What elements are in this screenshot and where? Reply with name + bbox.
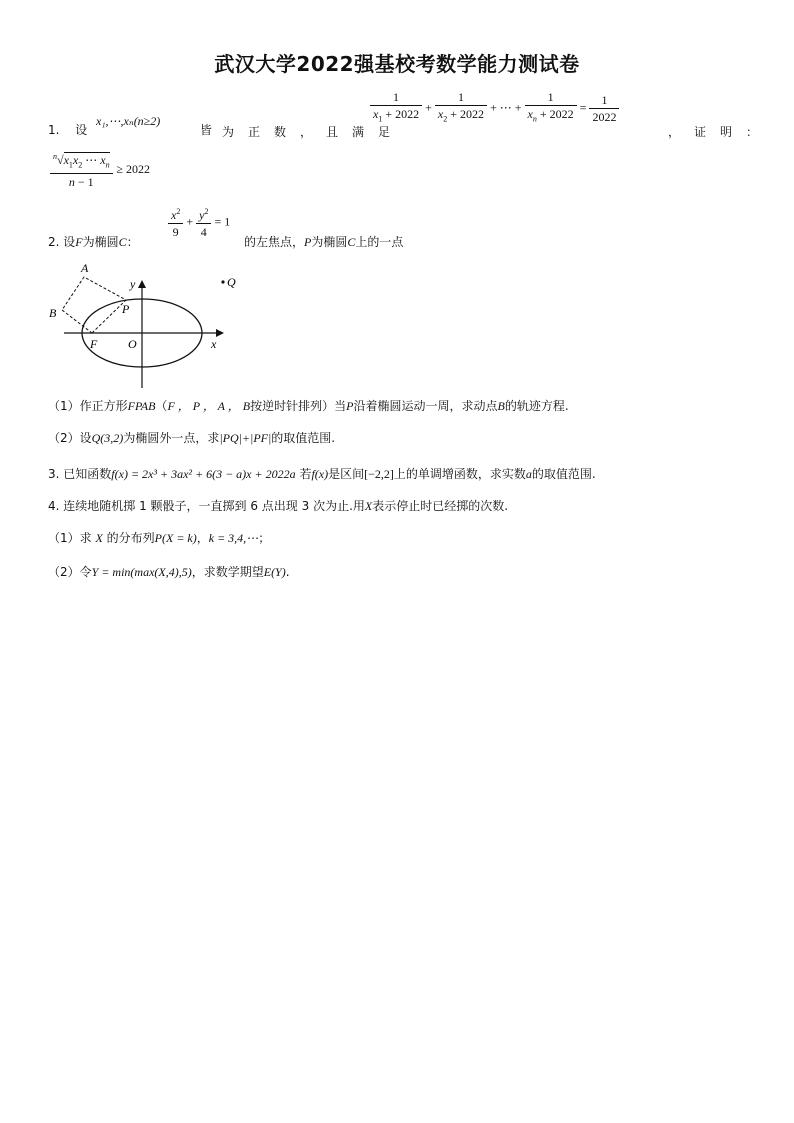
page-title: 武汉大学2022强基校考数学能力测试卷 (214, 52, 580, 76)
label-x: x (211, 337, 217, 351)
problem-1-vars: x₁,⋯,xₙ(n≥2) (96, 114, 161, 128)
text: 上的单调增函数，求实数 (393, 467, 526, 481)
text: 为椭圆 (82, 235, 119, 249)
label-q: Q (227, 275, 236, 289)
fraction-1: $\frac{1}{x_1 + 2022}$ (370, 90, 422, 126)
problem-1-conclusion (50, 150, 150, 194)
text: （1）求 (48, 531, 92, 545)
text: ，求数学期望 (191, 565, 264, 579)
expr-y: Y = min(max(X,4),5) (91, 565, 192, 579)
text: 上的一点 (355, 235, 404, 249)
text: 已知函数 (63, 467, 112, 481)
fraction-n: $\frac{1}{x_n + 2022}$ (525, 90, 577, 126)
text: ， (196, 531, 209, 545)
problem-4 (48, 498, 508, 514)
fraction-2: $\frac{1}{x_2 + 2022}$ (435, 90, 487, 126)
problem-2-number: 2. (48, 235, 60, 249)
conclusion-rhs: ≥ 2022 (116, 162, 150, 177)
square-fpab (62, 277, 126, 333)
label-f: F (90, 337, 98, 351)
label-y: y (130, 277, 136, 291)
expr-fx: f(x) (311, 467, 329, 481)
var-fpab: FPAB (127, 399, 156, 413)
text: ； (258, 531, 271, 545)
text: 是区间 (328, 467, 365, 481)
var-C: C (347, 235, 356, 249)
var-P: P (304, 235, 312, 249)
text: 的左焦点， (244, 235, 305, 249)
ellipse-figure (44, 258, 244, 393)
conclusion-fraction: $\frac{^n√x_1x_2 \cdots x_n}{n - 1}$ (50, 150, 113, 189)
point-q-dot (221, 280, 224, 283)
var-X: X (364, 499, 373, 513)
label-p: P (122, 302, 130, 316)
label-o: O (128, 337, 137, 351)
var-list: F ， P ， A ， B (167, 399, 251, 413)
text: 若 (299, 467, 312, 481)
expr-function: f(x) = 2x³ + 3ax² + 6(3 − a)x + 2022a (111, 467, 296, 481)
text: 的取值范围. (271, 431, 336, 445)
expr-q: Q(3,2) (91, 431, 124, 445)
text: 的轨迹方程. (504, 399, 569, 413)
text: 为椭圆外一点，求 (123, 431, 220, 445)
problem-4-number: 4. (48, 499, 60, 513)
problem-1-condition-text: 为正数，且满足 (222, 125, 405, 139)
expr-distance: |PQ|+|PF| (219, 431, 272, 445)
text: （1）作正方形 (48, 399, 128, 413)
problem-2-line-1 (48, 234, 139, 250)
x-axis-arrow (216, 329, 224, 337)
var-P: P (346, 399, 354, 413)
problem-2-line-1-rest (244, 234, 403, 250)
text: . (285, 565, 290, 579)
text: 表示停止时已经掷的次数. (372, 499, 509, 513)
text: （2）令 (48, 565, 92, 579)
text: 沿着椭圆运动一周，求动点 (353, 399, 498, 413)
text: （ (155, 399, 168, 413)
text: ： (126, 235, 139, 249)
expr-ey: E(Y) (263, 565, 286, 579)
problem-2-part-2 (48, 430, 335, 446)
problem-1-number: 1. (48, 123, 60, 137)
problem-1-all-word: 皆 (200, 123, 213, 137)
text: 的取值范围. (531, 467, 596, 481)
var-F: F (75, 235, 83, 249)
fraction-rhs: $\frac{1}{2022}$ (589, 93, 619, 124)
var-C: C (118, 235, 127, 249)
expr-p: P(X = k) (154, 531, 197, 545)
y-axis-arrow (138, 280, 146, 288)
var-a: a (525, 467, 532, 481)
var-X: X (95, 531, 103, 545)
expr-k: k = 3,4,⋯ (208, 531, 259, 545)
problem-3-number: 3. (48, 467, 60, 481)
label-a: A (81, 261, 89, 275)
text: 为椭圆 (311, 235, 348, 249)
text: 按逆时针排列）当 (250, 399, 347, 413)
problem-3 (48, 466, 596, 482)
problem-4-part-2 (48, 564, 290, 580)
problem-2-part-1: （1）作正方形FPAB（F ， P ， A ， B按逆时针排列）当P沿着椭圆运动一周，求动点B的轨迹方程. (48, 399, 569, 413)
text: 连续地随机掷 1 颗骰子，一直掷到 6 点出现 3 次为止.用 (63, 499, 365, 513)
text: 的分布列 (106, 531, 155, 545)
problem-1-line-1 (48, 122, 87, 138)
label-b: B (49, 306, 57, 320)
text: （2）设 (48, 431, 92, 445)
problem-4-part-1 (48, 530, 270, 546)
problem-1-set-word: 设 (75, 123, 88, 137)
ellipse-equation: $\frac{x^2}{9}$ + $\frac{y^2}{4}$ = 1 (168, 205, 230, 249)
expr-interval: [−2,2] (364, 467, 394, 481)
problem-1-equation: $\frac{1}{x_1 + 2022}$ + $\frac{1}{x_2 + 2022}$ + ⋯ + $\frac{1}{x_n + 2022}$ = $\frac{1}{2022}$ (370, 90, 619, 134)
problem-1-prove: ，证明： (668, 125, 773, 139)
text: 设 (63, 235, 76, 249)
